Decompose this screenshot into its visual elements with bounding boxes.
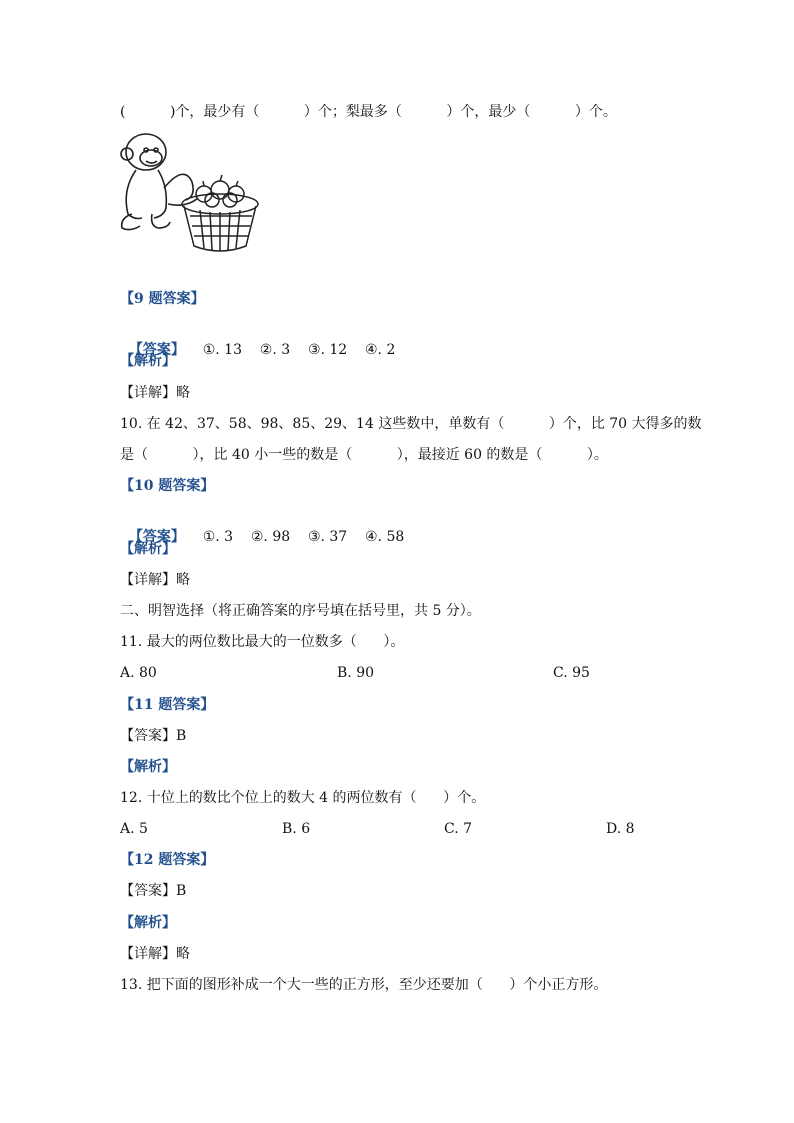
q13-question: 13. 把下面的图形补成一个大一些的正方形，至少还要加（ ）个小正方形。 bbox=[120, 977, 608, 993]
q11-question: 11. 最大的两位数比最大的一位数多（ ）。 bbox=[120, 634, 405, 650]
q9-detail: 【详解】略 bbox=[120, 385, 190, 401]
answer-label: 【答案】 bbox=[128, 342, 185, 358]
q12-option-c: C. 7 bbox=[444, 821, 473, 837]
q11-option-b: B. 90 bbox=[337, 665, 375, 681]
q9-analysis: 【解析】 bbox=[120, 353, 176, 369]
q11-answer-header: 【11 题答案】 bbox=[120, 697, 215, 713]
q11-answer: 【答案】B bbox=[120, 728, 187, 744]
q10-answer-values: ①. 3 ②. 98 ③. 37 ④. 58 bbox=[202, 529, 405, 545]
q12-detail: 【详解】略 bbox=[120, 946, 190, 962]
q9-question-line: ( )个，最少有（ ）个；梨最多（ ）个，最少（ ）个。 bbox=[120, 104, 617, 120]
q12-option-a: A. 5 bbox=[120, 821, 148, 837]
q12-option-d: D. 8 bbox=[606, 821, 635, 837]
q12-question: 12. 十位上的数比个位上的数大 4 的两位数有（ ）个。 bbox=[120, 790, 486, 806]
q9-answer-header: 【9 题答案】 bbox=[120, 291, 205, 307]
monkey-basket-illustration bbox=[118, 128, 263, 254]
q12-option-b: B. 6 bbox=[282, 821, 311, 837]
q12-analysis: 【解析】 bbox=[120, 915, 176, 931]
q11-option-a: A. 80 bbox=[120, 665, 157, 681]
answer-label: 【答案】 bbox=[128, 529, 185, 545]
q10-question-line1: 10. 在 42、37、58、98、85、29、14 这些数中，单数有（ ）个，比 70 大得多的数 bbox=[120, 416, 702, 432]
q10-detail: 【详解】略 bbox=[120, 572, 190, 588]
q10-question-line2: 是（ ），比 40 小一些的数是（ ），最接近 60 的数是（ ）。 bbox=[120, 447, 608, 463]
q9-answer-values: ①. 13 ②. 3 ③. 12 ④. 2 bbox=[202, 342, 396, 358]
q10-analysis: 【解析】 bbox=[120, 541, 176, 557]
q10-answer-header: 【10 题答案】 bbox=[120, 478, 215, 494]
q11-analysis: 【解析】 bbox=[120, 759, 176, 775]
q12-answer-header: 【12 题答案】 bbox=[120, 852, 215, 868]
q12-answer: 【答案】B bbox=[120, 883, 187, 899]
q11-option-c: C. 95 bbox=[553, 665, 590, 681]
section-heading: 二、明智选择（将正确答案的序号填在括号里，共 5 分）。 bbox=[120, 603, 481, 619]
